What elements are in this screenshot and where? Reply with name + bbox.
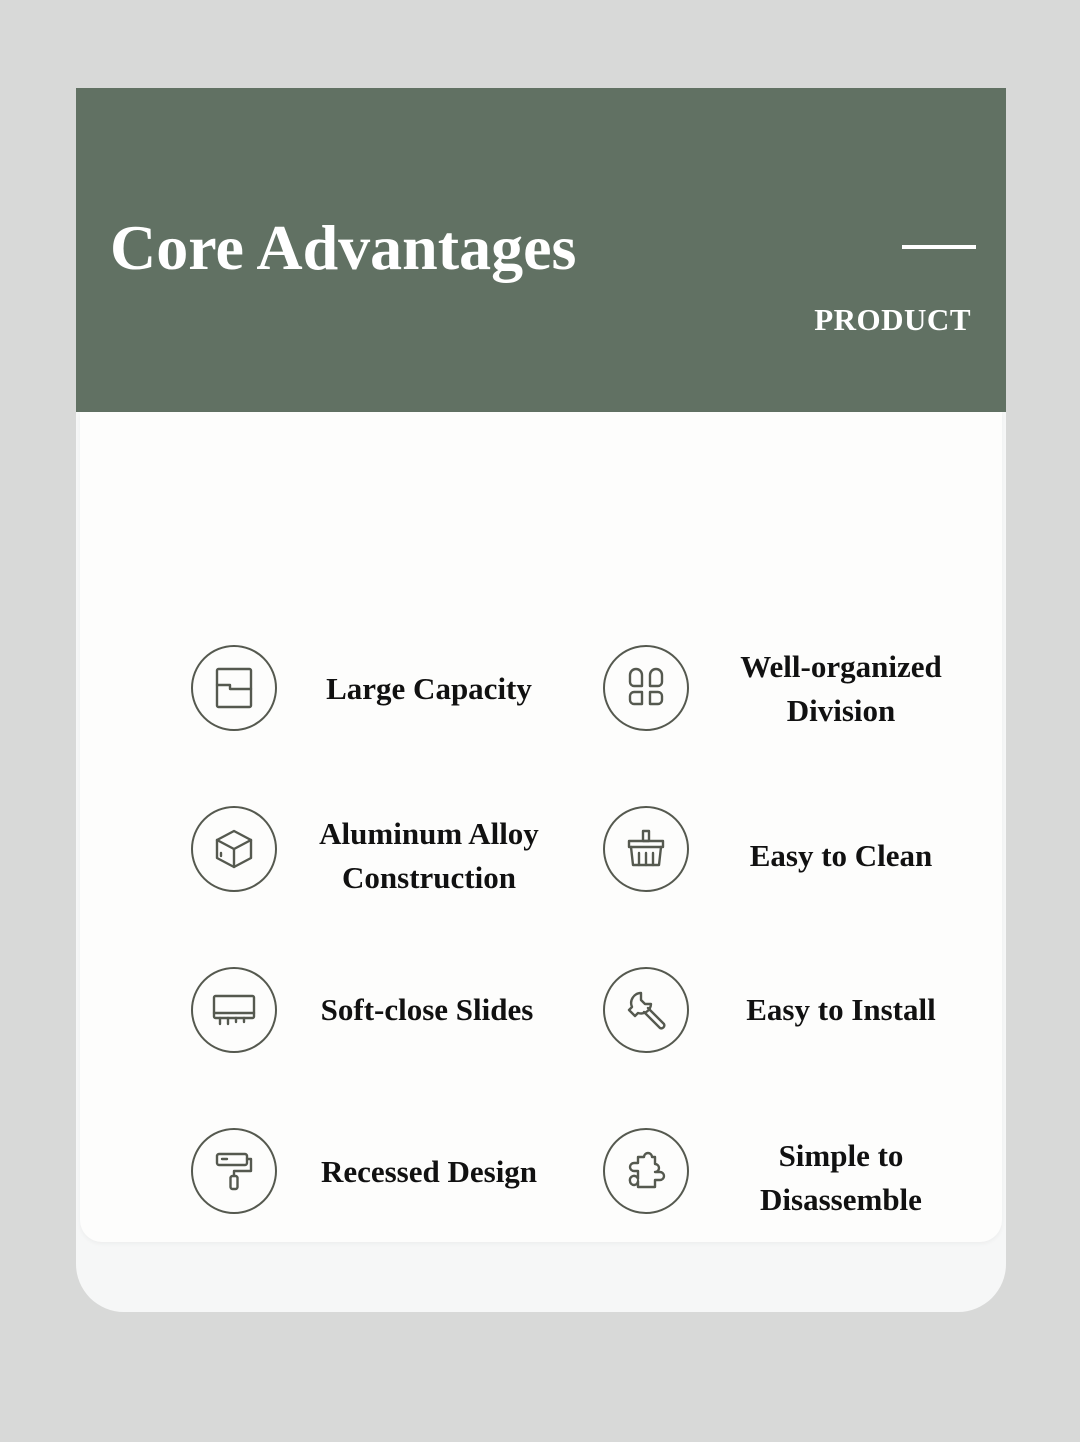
page-title: Core Advantages — [110, 212, 577, 283]
puzzle-icon — [603, 1128, 689, 1214]
feature-label: Soft-close Slides — [320, 992, 534, 1027]
decorative-dash — [902, 245, 976, 249]
feature-label: Large Capacity — [326, 671, 532, 706]
feature-label: Easy to Install — [746, 992, 936, 1027]
feature-label: Easy to Clean — [749, 838, 933, 873]
grid-compartments-icon — [603, 645, 689, 731]
header-banner — [76, 88, 1006, 412]
cube-icon — [191, 806, 277, 892]
feature-label: Simple to Disassemble — [760, 1138, 922, 1217]
paint-roller-icon — [191, 1128, 277, 1214]
features-panel — [80, 412, 1002, 1242]
cabinet-icon — [191, 645, 277, 731]
drawer-slide-icon — [191, 967, 277, 1053]
wrench-icon — [603, 967, 689, 1053]
feature-label: Recessed Design — [320, 1154, 538, 1189]
brush-icon — [603, 806, 689, 892]
feature-label: Well-organized Division — [740, 649, 942, 728]
section-subtitle: PRODUCT — [814, 302, 971, 337]
feature-label: Aluminum Alloy Construction — [319, 816, 539, 895]
advantages-card — [76, 88, 1006, 1312]
